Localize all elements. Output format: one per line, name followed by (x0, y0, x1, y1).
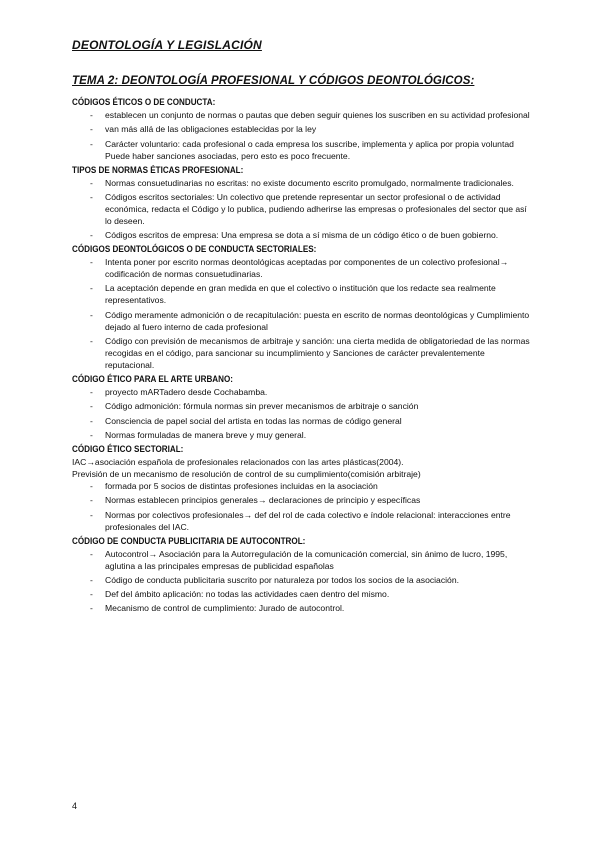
list-item: - Def del ámbito aplicación: no todas las actividades caen dentro del mismo. (72, 588, 532, 600)
list-item: - Normas formuladas de manera breve y muy general. (72, 429, 532, 441)
list-item: - Código admonición: fórmula normas sin prever mecanismos de arbitraje o sanción (72, 400, 532, 412)
page-number: 4 (72, 801, 78, 811)
section-heading: CÓDIGO ÉTICO PARA EL ARTE URBANO: (72, 374, 233, 385)
bullet-list (72, 177, 532, 242)
list-item: - Autocontrol→ Asociación para la Autorregulación de la comunicación comercial, sin ánimo de lucro, 1995, aglutina a las principales empresas de publicidad españolas (72, 548, 532, 572)
list-item: - Códigos escritos sectoriales: Un colectivo que pretende representar un sector profesional o de actividad económica, redacta el Código y lo publica, pudiendo adherirse las empresas o profesionales del sector que así lo deseen. (72, 191, 532, 227)
document-page (72, 38, 532, 617)
list-item: - Intenta poner por escrito normas deontológicas aceptadas por componentes de un colectivo profesional→ codificación de normas consuetudinarias. (72, 256, 532, 280)
section-heading: CÓDIGOS ÉTICOS O DE CONDUCTA: (72, 97, 216, 107)
section-arte-urbano (72, 374, 532, 441)
list-item: - Consciencia de papel social del artista en todas las normas de código general (72, 415, 532, 427)
list-item: - Código meramente admonición o de recapitulación: puesta en escrito de normas deontológicas y Cumplimiento dejado al fuero interno de cada profesional (72, 309, 532, 333)
list-item: - La aceptación depende en gran medida en que el colectivo o institución que los redacte sea realmente representativos. (72, 282, 532, 306)
list-item: - Normas establecen principios generales→ declaraciones de principio y específicas (72, 494, 532, 506)
section-heading: CÓDIGO ÉTICO SECTORIAL: (72, 443, 184, 454)
list-item: - establecen un conjunto de normas o pautas que deben seguir quienes los suscriben en su actividad profesional (72, 109, 532, 121)
paragraph: IAC→asociación española de profesionales relacionados con las artes plásticas(2004). (72, 456, 404, 467)
document-title: DEONTOLOGÍA Y LEGISLACIÓN (72, 38, 262, 52)
section-autocontrol (72, 536, 532, 615)
section-heading: CÓDIGOS DEONTOLÓGICOS O DE CONDUCTA SECTORIALES: (72, 244, 317, 255)
bullet-list (72, 256, 532, 371)
section-etico-sectorial (72, 444, 532, 533)
list-item: - proyecto mARTadero desde Cochabamba. (72, 386, 532, 398)
section-codigos-eticos (72, 97, 532, 162)
bullet-list (72, 548, 532, 615)
bullet-list (72, 480, 532, 533)
bullet-list (72, 386, 532, 441)
list-item: - Normas consuetudinarias no escritas: no existe documento escrito promulgado, normalmente tradicionales. (72, 177, 532, 189)
section-tipos-normas (72, 165, 532, 242)
list-item: - Mecanismo de control de cumplimiento: Jurado de autocontrol. (72, 602, 532, 614)
paragraph: Previsión de un mecanismo de resolución de control de su cumplimiento(comisión arbitraje) (72, 468, 421, 479)
tema-title: TEMA 2: DEONTOLOGÍA PROFESIONAL Y CÓDIGOS DEONTOLÓGICOS: (72, 75, 475, 87)
section-heading: TIPOS DE NORMAS ÉTICAS PROFESIONAL: (72, 164, 244, 175)
section-codigos-deontologicos (72, 244, 532, 371)
bullet-list (72, 109, 532, 162)
list-item: - van más allá de las obligaciones establecidas por la ley (72, 123, 532, 135)
list-item: - formada por 5 socios de distintas profesiones incluidas en la asociación (72, 480, 532, 492)
list-item: - Carácter voluntario: cada profesional o cada empresa los suscribe, implementa y aplica por propia voluntad Puede haber sanciones asociadas, pero esto es poco frecuente. (72, 138, 532, 162)
list-item: - Normas por colectivos profesionales→ def del rol de cada colectivo e índole relacional: interacciones entre profesionales del IAC. (72, 509, 532, 533)
list-item: - Código con previsión de mecanismos de arbitraje y sanción: una cierta medida de obligatoriedad de las normas recogidas en el código, para sancionar su incumplimiento y Sanciones de carácter prevalentemente reputacional. (72, 335, 532, 371)
list-item: - Código de conducta publicitaria suscrito por naturaleza por todos los socios de la asociación. (72, 574, 532, 586)
list-item: - Códigos escritos de empresa: Una empresa se dota a sí misma de un código ético o de buen gobierno. (72, 229, 532, 241)
section-heading: CÓDIGO DE CONDUCTA PUBLICITARIA DE AUTOCONTROL: (72, 535, 306, 546)
